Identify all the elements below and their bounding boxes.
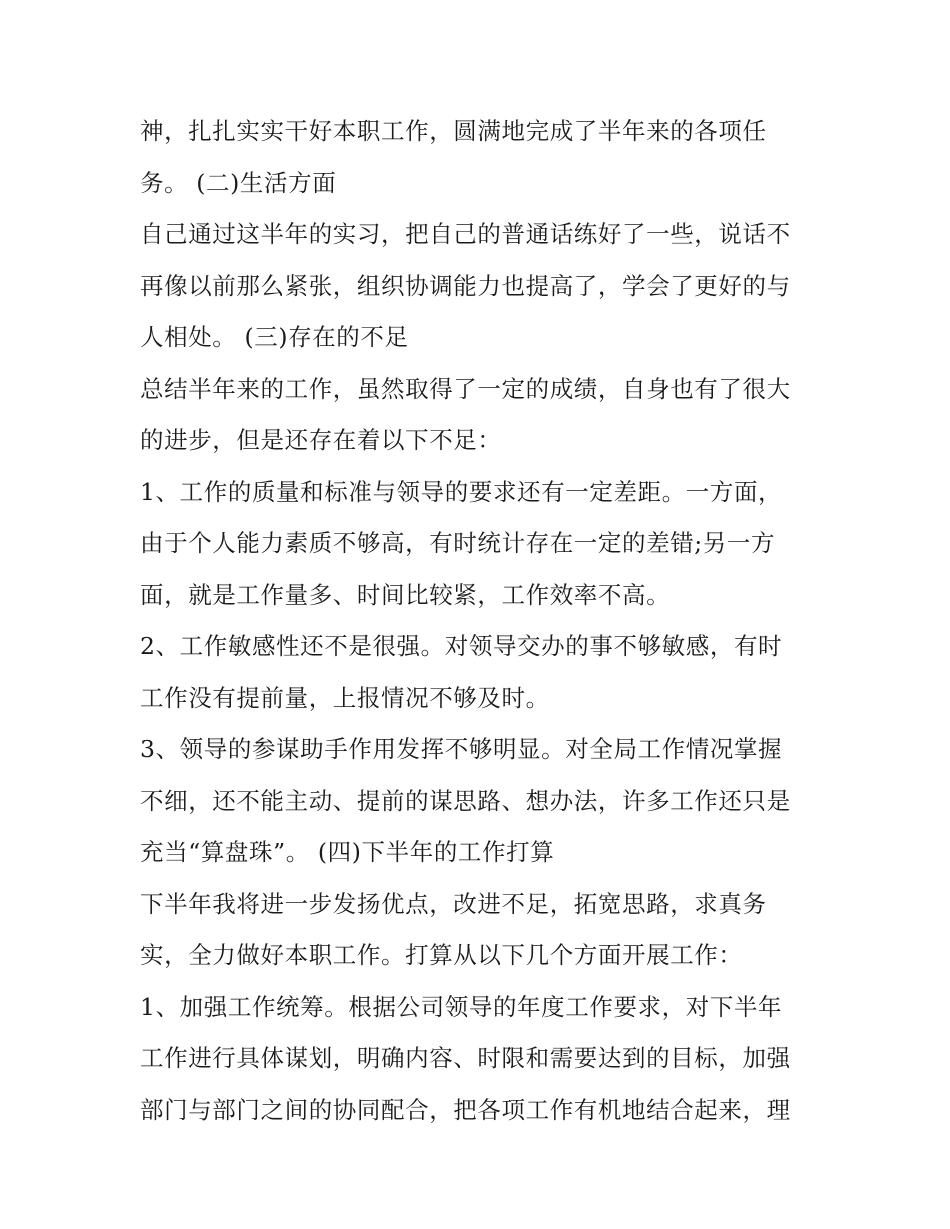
text-line: 充当“算盘珠”。 (四)下半年的工作打算 xyxy=(140,838,555,866)
text-line: 务。 (二)生活方面 xyxy=(140,168,337,197)
text-line: 1、工作的质量和标准与领导的要求还有一定差距。一方面， xyxy=(140,477,783,506)
text-line: 由于个人能力素质不够高，有时统计存在一定的差错;另一方 xyxy=(140,529,776,557)
text-line: 3、领导的参谋助手作用发挥不够明显。对全局工作情况掌握 xyxy=(140,735,783,763)
text-line: 自己通过这半年的实习，把自己的普通话练好了一些，说话不 xyxy=(140,220,791,248)
text-line: 工作没有提前量，上报情况不够及时。 xyxy=(140,683,550,712)
text-line: 不细，还不能主动、提前的谋思路、想办法，许多工作还只是 xyxy=(140,786,791,815)
text-line: 2、工作敏感性还不是很强。对领导交办的事不够敏感，有时 xyxy=(140,632,783,660)
text-line: 神，扎扎实实干好本职工作，圆满地完成了半年来的各项任 xyxy=(140,117,767,145)
text-line: 下半年我将进一步发扬优点，改进不足，拓宽思路，求真务 xyxy=(140,889,767,918)
text-line: 总结半年来的工作，虽然取得了一定的成绩，自身也有了很大 xyxy=(140,374,791,403)
text-line: 工作进行具体谋划，明确内容、时限和需要达到的目标，加强 xyxy=(140,1044,791,1072)
text-line: 部门与部门之间的协同配合，把各项工作有机地结合起来，理 xyxy=(140,1095,791,1124)
text-line: 1、加强工作统筹。根据公司领导的年度工作要求，对下半年 xyxy=(140,992,783,1021)
text-line: 面，就是工作量多、时间比较紧，工作效率不高。 xyxy=(140,580,671,609)
body-text xyxy=(140,106,820,1136)
text-line: 实，全力做好本职工作。打算从以下几个方面开展工作： xyxy=(140,941,743,969)
text-line: 的进步，但是还存在着以下不足： xyxy=(140,426,502,454)
text-line: 再像以前那么紧张，组织协调能力也提高了，学会了更好的与 xyxy=(140,271,791,300)
text-line: 人相处。 (三)存在的不足 xyxy=(140,323,409,351)
